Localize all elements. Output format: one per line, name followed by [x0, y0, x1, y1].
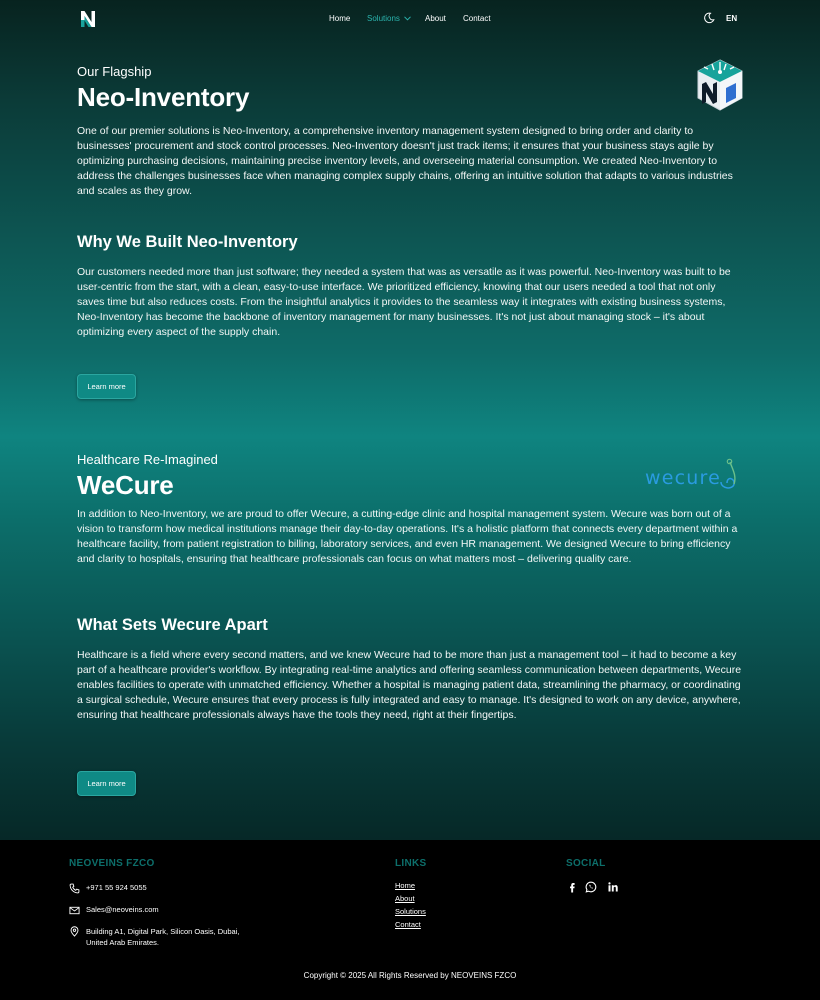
footer-email[interactable] — [69, 905, 159, 916]
nav-solutions-label: Solutions — [367, 14, 400, 23]
neo-inventory-logo-icon — [696, 58, 744, 112]
nav-home[interactable]: Home — [329, 14, 351, 23]
footer-link-solutions[interactable]: Solutions — [395, 907, 426, 916]
wecure-learn-more-button[interactable]: Learn more — [77, 771, 136, 796]
location-pin-icon — [69, 926, 80, 937]
linkedin-icon[interactable] — [607, 881, 619, 893]
nav-solutions[interactable] — [367, 14, 411, 23]
footer-address — [69, 926, 256, 948]
footer-link-about[interactable]: About — [395, 894, 415, 903]
footer-phone-text: +971 55 924 5055 — [86, 883, 147, 892]
why-built-heading: Why We Built Neo-Inventory — [77, 233, 298, 251]
sets-apart-body: Healthcare is a field where every second matters, and we knew Wecure had to be more than just a management tool – it had to become a key part of a healthcare provider's workflow. By integrating real-time analytics and offering seamless communication between departments, Wecure enables facilities to operate with unmatched efficiency. Whether a hospital is managing patient data, streamlining the pharmacy, or coordinating a surgical schedule, Wecure ensures that every process is fully integrated and easy to manage. It's designed to work on any device, anywhere, ensuring that healthcare professionals always have the tools they need, right at their fingertips. — [77, 649, 742, 721]
footer-phone[interactable] — [69, 883, 147, 894]
mail-icon — [69, 905, 80, 916]
footer-links-heading: LINKS — [395, 858, 427, 869]
facebook-icon[interactable] — [566, 881, 578, 893]
footer-address-text: Building A1, Digital Park, Silicon Oasis, Dubai, United Arab Emirates. — [86, 927, 240, 947]
nav-contact[interactable]: Contact — [463, 14, 491, 23]
wecure-intro: In addition to Neo-Inventory, we are proud to offer Wecure, a cutting-edge clinic and hospital management system. Wecure was born out of a vision to transform how medical institutions manage their day-to-day operations. It's a holistic platform that connects every department within a healthcare facility, from patient registration to billing, laboratory services, and even HR management. We designed Wecure to bring efficiency and clarity to hospitals, ensuring that healthcare professionals can focus on what matters most – delivering quality care. — [77, 508, 738, 565]
dark-mode-toggle-icon[interactable] — [703, 12, 715, 24]
phone-icon — [69, 883, 80, 894]
footer-company-heading: NEOVEINS FZCO — [69, 858, 155, 869]
wecure-logo — [644, 458, 740, 492]
healthcare-eyebrow: Healthcare Re-Imagined — [77, 452, 218, 467]
sets-apart-heading: What Sets Wecure Apart — [77, 616, 268, 634]
brand-logo-icon[interactable] — [80, 9, 96, 29]
neo-inventory-title: Neo-Inventory — [77, 82, 250, 112]
neo-inventory-intro: One of our premier solutions is Neo-Inventory, a comprehensive inventory management system designed to bring order and clarity to businesses' procurement and stock control processes. Neo-Inventory doesn't just track items; it ensures that your business stays agile by optimizing purchasing decisions, maintaining precise inventory levels, and overseeing material consumption. We created Neo-Inventory to address the challenges businesses face when managing complex supply chains, offering an intuitive solution that adapts to various industries and scales as they grow. — [77, 125, 733, 197]
copyright-text: Copyright © 2025 All Rights Reserved by NEOVEINS FZCO — [303, 971, 517, 980]
top-nav — [0, 0, 820, 40]
language-selector[interactable]: EN — [726, 14, 738, 23]
wecure-title: WeCure — [77, 470, 174, 500]
footer-email-text: Sales@neoveins.com — [86, 905, 159, 914]
footer-social-heading: SOCIAL — [566, 858, 606, 869]
chevron-down-icon — [404, 16, 411, 21]
footer-link-contact[interactable]: Contact — [395, 920, 421, 929]
flagship-eyebrow: Our Flagship — [77, 64, 152, 79]
nav-about[interactable]: About — [425, 14, 446, 23]
why-built-body: Our customers needed more than just software; they needed a system that was as versatile as it was powerful. Neo-Inventory was built to be user-centric from the start, with a clean, easy-to-use interface. We prioritized efficiency, knowing that our users needed a tool that not only saves time but also reduces costs. From the insightful analytics it provides to the seamless way it integrates with existing business systems, Neo-Inventory has become the backbone of inventory management for many businesses. It's not just about managing stock – it's about optimizing every aspect of the supply chain. — [77, 266, 731, 338]
neo-inventory-learn-more-button[interactable]: Learn more — [77, 374, 136, 399]
stethoscope-icon — [718, 458, 740, 492]
footer-link-home[interactable]: Home — [395, 881, 416, 890]
whatsapp-icon[interactable] — [585, 881, 597, 893]
wecure-logo-text: wecure — [645, 467, 722, 489]
